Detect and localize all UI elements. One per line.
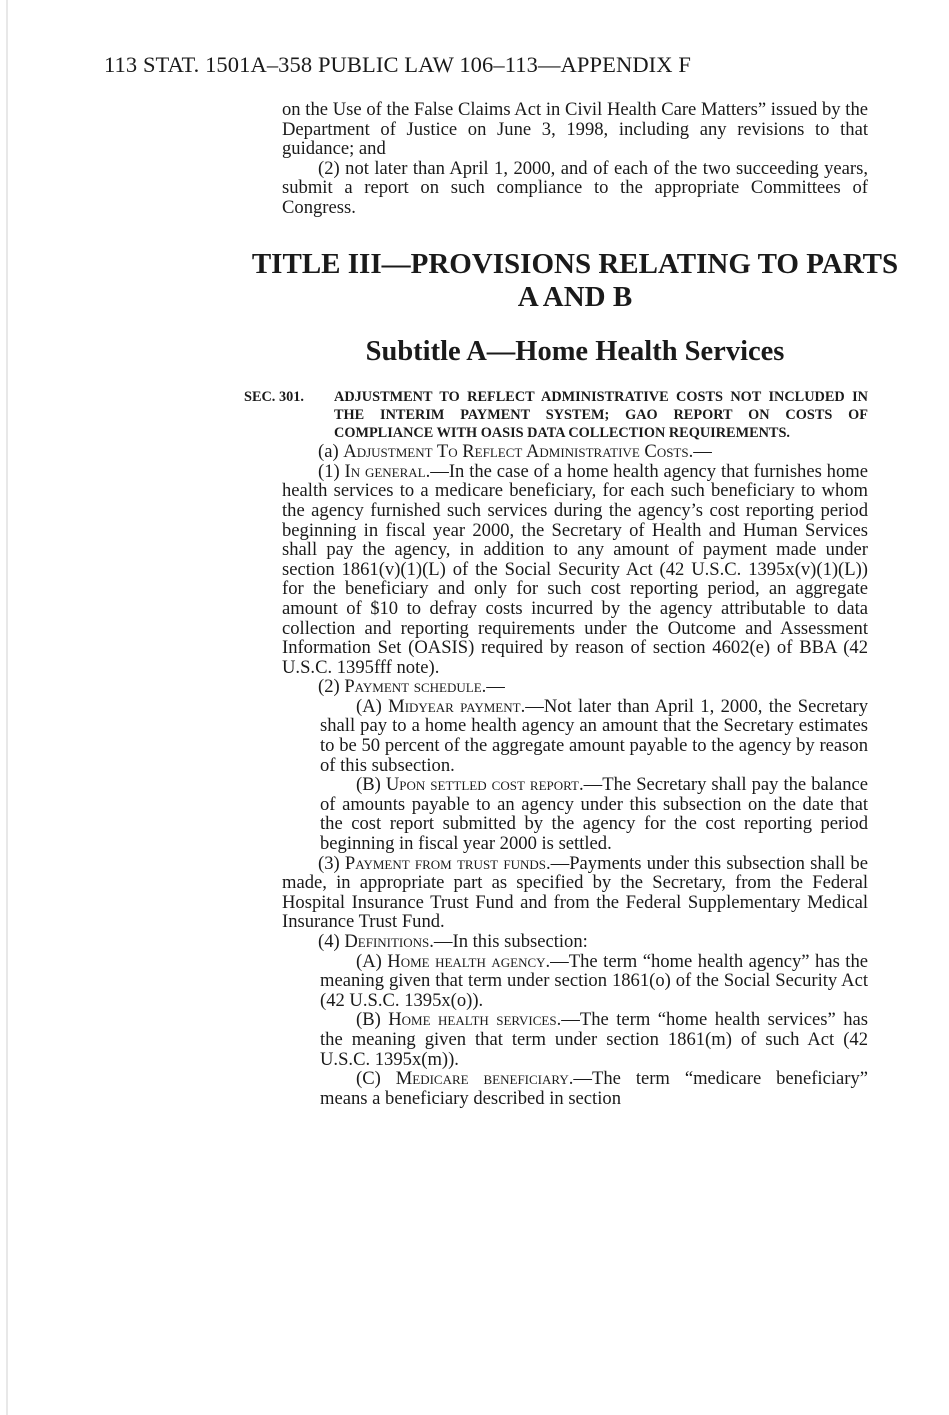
- paragraph-a1-text: .—In the case of a home health agency that furnishes home health services to a medicare beneficiary, for each such beneficiary to whom the agency furnished such services during the agency’s cost reporting period beginning in fiscal year 2000, the Secretary of Health and Human Services shall pay the agency, in addition to any amount of payment made under section 1861(v)(1)(L) of the Social Security Act (42 U.S.C. 1395x(v)(1)(L)) for the beneficiary and only for such cost reporting period, an aggregate amount of $10 to defray costs incurred by the agency attributable to data collection and reporting requirements under the Outcome and Assessment Information Set (OASIS) required by reason of section 4602(e) of BBA (42 U.S.C. 1395fff note).: [282, 460, 868, 678]
- subparagraph-a4B-text: .—The term “home health services” has the meaning given that term under section 1861(m) of such Act (42 U.S.C. 1395x(m)).: [320, 1009, 868, 1070]
- running-header: 113 STAT. 1501A–358 PUBLIC LAW 106–113—APPENDIX F: [104, 52, 691, 77]
- paragraph-a4-text: .—In this subsection:: [429, 931, 588, 953]
- subparagraph-a2A-text: .—Not later than April 1, 2000, the Secretary shall pay to a home health agency an amount that the Secretary estimates to be 50 percent of the aggregate amount payable to the agency by reason of this subsection.: [320, 695, 868, 776]
- subparagraph-a2A: [320, 697, 868, 775]
- paragraph-a3: [282, 854, 868, 932]
- title-heading: TITLE III—PROVISIONS RELATING TO PARTS A AND B: [251, 247, 899, 313]
- paragraph-a3-text: .—Payments under this subsection shall be made, in appropriate part as specified by the Secretary, from the Federal Hospital Insurance Trust Fund and from the Federal Supplementary Medical Insurance Trust Fund.: [282, 852, 868, 933]
- paragraph-a2-dash: .—: [481, 676, 505, 698]
- subparagraph-a2A-label: (A): [356, 695, 389, 717]
- subparagraph-a4C: [320, 1069, 868, 1108]
- paragraph-a3-label: (3): [318, 852, 345, 874]
- continuation-paragraph: on the Use of the False Claims Act in Civil Health Care Matters” issued by the Department of Justice on June 3, 1998, including any revisions to that guidance; and: [282, 99, 868, 160]
- subparagraph-a4B-label: (B): [356, 1009, 389, 1031]
- subsection-a: [282, 442, 868, 462]
- paragraph-a3-heading: Payment from trust funds: [344, 852, 546, 874]
- section-heading-block: [244, 388, 868, 443]
- paragraph-a2-heading: Payment schedule: [344, 676, 482, 698]
- subparagraph-a2B-text: .—The Secretary shall pay the balance of amounts payable to an agency under this subsection on the date that the cost report submitted by the agency for the cost reporting period beginning in fiscal year 2000 is settled.: [320, 774, 868, 855]
- subparagraph-a2B: [320, 775, 868, 853]
- subparagraph-a2B-label: (B): [356, 774, 386, 796]
- paragraph-a2-subparagraphs: [282, 697, 868, 854]
- subparagraph-a4A-label: (A): [356, 950, 388, 972]
- paragraph-a4-heading: Definitions: [344, 931, 430, 953]
- paragraph-a1-heading: In general: [344, 460, 426, 482]
- paragraph-a1-label: (1): [318, 460, 345, 482]
- paragraph-a4-subparagraphs: [282, 952, 868, 1109]
- subparagraph-a4B: [320, 1010, 868, 1069]
- document-body: [244, 99, 899, 1109]
- paragraph-a4-label: (4): [318, 931, 345, 953]
- subparagraph-a4A-heading: Home health agency: [387, 950, 546, 972]
- subparagraph-a4C-label: (C): [356, 1068, 396, 1090]
- section-heading: ADJUSTMENT TO REFLECT ADMINISTRATIVE COSTS NOT INCLUDED IN THE INTERIM PAYMENT SYSTEM; GAO REPORT ON COSTS OF COMPLIANCE WITH OASIS DATA COLLECTION REQUIREMENTS.: [334, 388, 868, 441]
- subparagraph-a4B-heading: Home health services: [388, 1009, 557, 1031]
- section-number: SEC. 301.: [244, 388, 304, 405]
- subparagraph-a4A-text: .—The term “home health agency” has the meaning given that term under section 1861(o) of the Social Security Act (42 U.S.C. 1395x(o)).: [320, 950, 868, 1011]
- subparagraph-a2A-heading: Midyear payment: [388, 695, 521, 717]
- subparagraph-a2B-heading: Upon settled cost report: [385, 774, 579, 796]
- subsection-a-dash: .—: [688, 441, 712, 463]
- subparagraph-a4C-heading: Medicare beneficiary: [395, 1068, 569, 1090]
- paragraph-a4: [282, 932, 868, 952]
- subsection-a-heading: Adjustment To Reflect Administrative Costs: [343, 441, 689, 463]
- subparagraph-a4C-text: .—The term “medicare beneficiary” means a beneficiary described in section: [320, 1068, 869, 1109]
- subsection-a-label: (a): [318, 441, 344, 463]
- subtitle-heading: Subtitle A—Home Health Services: [365, 335, 785, 367]
- paragraph-a1: [282, 462, 868, 678]
- paragraph-2: (2) not later than April 1, 2000, and of each of the two succeeding years, submit a report on such compliance to the appropriate Committees of Congress.: [282, 157, 868, 218]
- paragraph-a2-label: (2): [318, 676, 345, 698]
- page-edge-shadow: [6, 0, 8, 1415]
- subparagraph-a4A: [320, 952, 868, 1011]
- paragraph-a2: [282, 677, 868, 697]
